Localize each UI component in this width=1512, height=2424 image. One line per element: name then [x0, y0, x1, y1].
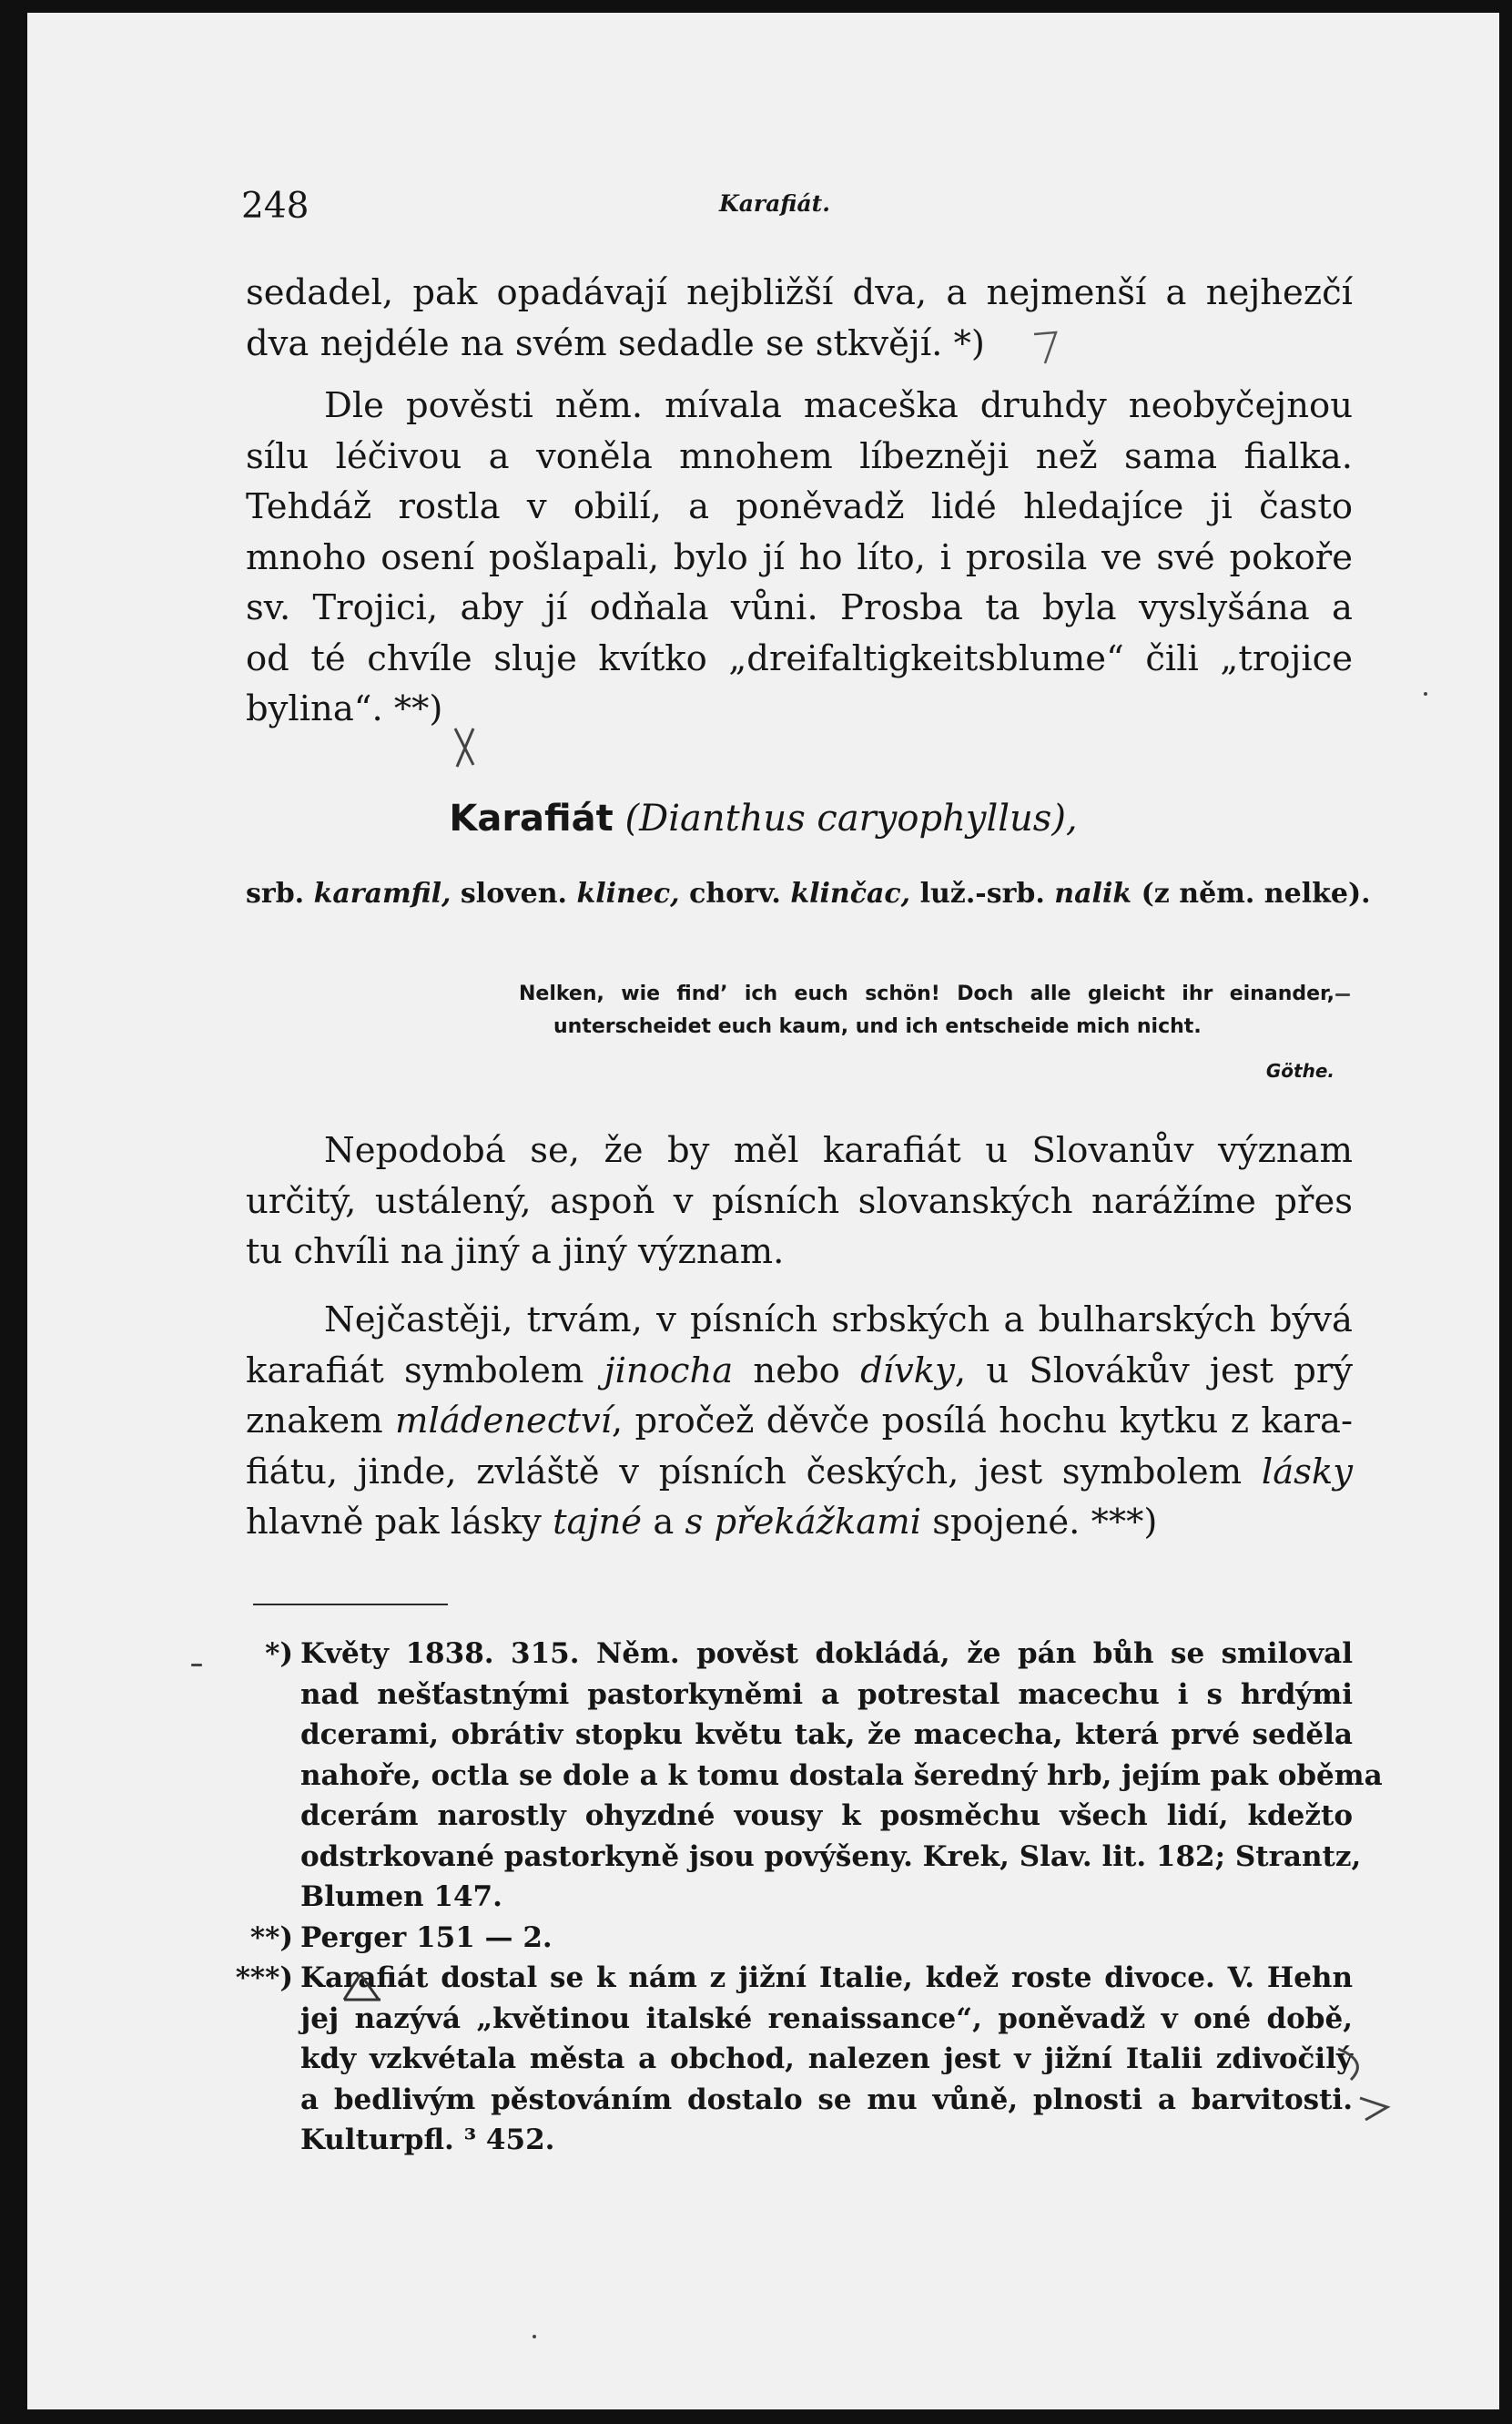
- footnote-line: kdy vzkvétala města a obchod, nalezen jest v jižní Italii zdivočilý: [300, 2042, 1353, 2075]
- footnote-line: Kulturpfl. ³ 452.: [300, 2124, 555, 2156]
- text-line: sedadel, pak opadávají nejbližší dva, a nejmenší a nejhezčí: [246, 272, 1353, 313]
- footnote-mark: **): [249, 1920, 293, 1954]
- epigraph-line: unterscheidet euch kaum, und ich entscheide mich nicht.: [553, 1015, 1202, 1038]
- footnote-line: dcerám narostly ohyzdné vousy k posměchu všech lidí, kdežto: [300, 1799, 1353, 1832]
- synonym-source: (z něm. nelke).: [1141, 878, 1371, 910]
- synonym-label: luž.-srb.: [919, 878, 1045, 910]
- text-line: Nejčastěji, trvám, v písních srbských a bulharských bývá: [324, 1299, 1353, 1340]
- text-line: dva nejdéle na svém sedadle se stkvějí. *): [246, 322, 985, 364]
- epigraph: [519, 978, 1334, 1044]
- synonym-word: nalik: [1054, 878, 1132, 910]
- paper-speck: [1335, 993, 1350, 996]
- footnote-mark: *): [265, 1637, 293, 1670]
- pencil-mark-icon: [340, 1963, 386, 2009]
- footnote-line: nahoře, octla se dole a k tomu dostala šeredný hrb, jejím pak oběma: [300, 1758, 1383, 1792]
- emphasis: mládenectví: [395, 1400, 612, 1441]
- heading-latin-name: (Dianthus caryophyllus),: [624, 798, 1078, 840]
- text-line: mnoho osení pošlapali, bylo jí ho líto, i prosila ve své pokoře: [246, 536, 1353, 578]
- text-line: Dle pověsti něm. mívala maceška druhdy neobyčejnou: [324, 385, 1353, 426]
- synonym-label: sloven.: [460, 878, 567, 910]
- footnote-line: dcerami, obrátiv stopku květu tak, že macecha, která prvé seděla: [300, 1718, 1353, 1751]
- emphasis: jinocha: [604, 1349, 734, 1391]
- footnote-line: Květy 1838. 315. Něm. pověst dokládá, že pán bůh se smiloval: [300, 1637, 1353, 1670]
- slavic-synonyms: [246, 878, 1371, 910]
- synonym-word: klinčac,: [790, 878, 911, 910]
- paragraph-symbolism: [246, 1295, 1353, 1548]
- text-line: fiátu, jinde, zvláště v písních českých, jest symbolem lásky: [246, 1451, 1353, 1492]
- footnote-line: nad nešťastnými pastorkyněmi a potrestal macechu i s hrdými: [300, 1677, 1353, 1711]
- emphasis: lásky: [1261, 1451, 1353, 1492]
- footnote-1: [265, 1634, 1383, 1918]
- text-line: bylina“. **): [246, 688, 443, 729]
- footnotes: [235, 1634, 1383, 2161]
- text-line: od té chvíle sluje kvítko „dreifaltigkeitsblume“ čili „trojice: [246, 637, 1353, 679]
- pencil-mark-icon: [1029, 327, 1065, 372]
- emphasis: tajné: [553, 1502, 643, 1543]
- section-heading: [27, 798, 1499, 840]
- footnote-rule: [253, 1604, 448, 1605]
- paper-speck: [533, 2335, 536, 2338]
- footnote-2: [249, 1918, 1353, 1959]
- pencil-mark-icon: [448, 719, 484, 774]
- footnote-line: odstrkované pastorkyně jsou povýšeny. Krek, Slav. lit. 182; Strantz,: [300, 1839, 1362, 1873]
- footnote-line: a bedlivým pěstováním dostalo se mu vůně, plnosti a barvitosti.: [300, 2083, 1353, 2116]
- footnote-line: Blumen 147.: [300, 1880, 502, 1913]
- footnote-line: Karafiát dostal se k nám z jižní Italie, kdež roste divoce. V. Hehn: [300, 1961, 1353, 1994]
- paper-speck: [191, 1664, 202, 1666]
- text-line: Tehdáž rostla v obilí, a poněvadž lidé hledajíce ji často: [246, 486, 1353, 527]
- footnote-mark: ***): [235, 1961, 293, 1994]
- running-title: Karafiát.: [719, 190, 830, 217]
- epigraph-author: Göthe.: [1265, 1060, 1334, 1082]
- heading-title: Karafiát: [449, 798, 614, 840]
- paragraph-meaning: [246, 1125, 1353, 1278]
- emphasis: dívky: [860, 1349, 955, 1391]
- paragraph-legend: [246, 381, 1353, 735]
- footnote-line: Perger 151 — 2.: [300, 1920, 553, 1954]
- paper-speck: [1424, 692, 1427, 696]
- footnote-line: jej nazývá „květinou italské renaissance“, poněvadž v oné době,: [300, 2001, 1353, 2035]
- synonym-word: klinec,: [576, 878, 680, 910]
- pencil-mark-icon: [1333, 2043, 1405, 2125]
- text-line: karafiát symbolem jinocha nebo dívky, u Slovákův jest prý: [246, 1349, 1353, 1391]
- paragraph-continuation: [246, 268, 1353, 369]
- text-line: sílu léčivou a voněla mnohem líbezněji než sama fialka.: [246, 435, 1353, 477]
- page-number: 248: [241, 186, 310, 227]
- running-head: [27, 186, 1499, 240]
- text-line: sv. Trojici, aby jí odňala vůni. Prosba ta byla vyslyšána a: [246, 587, 1353, 628]
- emphasis: s překážkami: [685, 1502, 922, 1543]
- synonym-label: chorv.: [689, 878, 781, 910]
- scanned-page: [27, 13, 1499, 2409]
- text-line: hlavně pak lásky tajné a s překážkami spojené. ***): [246, 1502, 1158, 1543]
- text-line: znakem mládenectví, pročež děvče posílá hochu kytku z kara-: [246, 1400, 1353, 1441]
- text-line: určitý, ustálený, aspoň v písních slovanských narážíme přes: [246, 1180, 1353, 1222]
- synonym-label: srb.: [246, 878, 305, 910]
- footnote-3: [235, 1958, 1353, 2161]
- text-line: tu chvíli na jiný a jiný význam.: [246, 1231, 785, 1272]
- text-line: Nepodobá se, že by měl karafiát u Slovanův význam: [324, 1130, 1353, 1171]
- synonym-word: karamfil,: [313, 878, 452, 910]
- epigraph-line: Nelken, wie find’ ich euch schön! Doch alle gleicht ihr einander,: [519, 983, 1334, 1005]
